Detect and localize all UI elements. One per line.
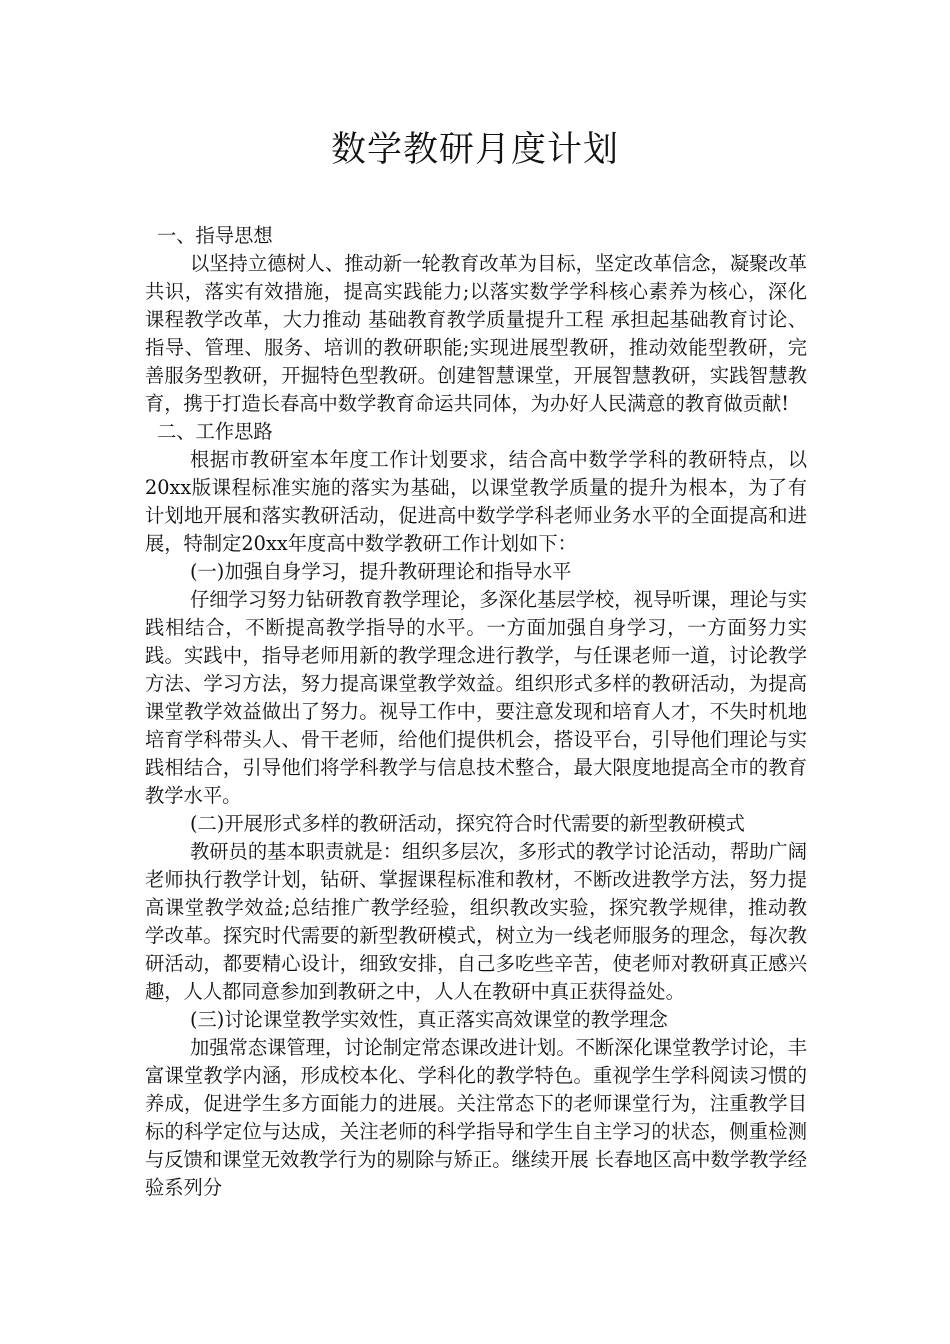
document-page xyxy=(145,0,807,1344)
document-body xyxy=(145,222,807,1202)
subsection-heading-2: (二)开展形式多样的教研活动，探究符合时代需要的新型教研模式 xyxy=(190,812,745,835)
section-heading-work-approach: 二、工作思路 xyxy=(157,420,273,443)
paragraph-subsection-1: 仔细学习努力钻研教育教学理论，多深化基层学校，视导听课，理论与实践相结合，不断提高教学指导的水平。一方面加强自身学习，一方面努力实践。实践中，指导老师用新的教学理念进行教学，与任课老师一道，讨论教学方法、学习方法，努力提高课堂教学效益。组织形式多样的教研活动，为提高课堂教学效益做出了努力。视导工作中，要注意发现和培育人才，不失时机地培育学科带头人、骨干老师，给他们提供机会，搭设平台，引导他们理论与实践相结合，引导他们将学科教学与信息技术整合，最大限度地提高全市的教育教学水平。 xyxy=(145,588,807,807)
subsection-heading-3: (三)讨论课堂教学实效性，真正落实高效课堂的教学理念 xyxy=(190,1008,668,1031)
subsection-heading-1: (一)加强自身学习，提升教研理论和指导水平 xyxy=(190,560,572,583)
paragraph-subsection-3: 加强常态课管理，讨论制定常态课改进计划。不断深化课堂教学讨论，丰富课堂教学内涵，形成校本化、学科化的教学特色。重视学生学科阅读习惯的养成，促进学生多方面能力的进展。关注常态下的老师课堂行为，注重教学目标的科学定位与达成，关注老师的科学指导和学生自主学习的状态，侧重检测与反馈和课堂无效教学行为的剔除与矫正。继续开展 长春地区高中数学教学经验系列分 xyxy=(145,1036,807,1199)
paragraph-work-approach: 根据市教研室本年度工作计划要求，结合高中数学学科的教研特点，以20xx版课程标准实施的落实为基础，以课堂教学质量的提升为根本，为了有计划地开展和落实教研活动，促进高中数学学科老师业务水平的全面提高和进展，特制定20xx年度高中数学教研工作计划如下： xyxy=(145,448,807,555)
section-heading-guiding-ideology: 一、指导思想 xyxy=(157,224,273,247)
paragraph-guiding-ideology: 以坚持立德树人、推动新一轮教育改革为目标，坚定改革信念，凝聚改革共识，落实有效措施，提高实践能力;以落实数学学科核心素养为核心，深化课程教学改革，大力推动 基础教育教学质量提升工程 承担起基础教育讨论、指导、管理、服务、培训的教研职能;实现进展型教研，推动效能型教研，完善服务型教研，开掘特色型教研。创建智慧课堂，开展智慧教研，实践智慧教育，携于打造长春高中数学教育命运共同体，为办好人民满意的教育做贡献! xyxy=(145,252,807,415)
paragraph-subsection-2: 教研员的基本职责就是：组织多层次，多形式的教学讨论活动，帮助广阔老师执行教学计划，钻研、掌握课程标准和教材，不断改进教学方法，努力提高课堂教学效益;总结推广教学经验，组织教改实验，探究教学规律，推动教学改革。探究时代需要的新型教研模式，树立为一线老师服务的理念，每次教研活动，都要精心设计，细致安排，自己多吃些辛苦，使老师对教研真正感兴趣，人人都同意参加到教研之中，人人在教研中真正获得益处。 xyxy=(145,840,807,1003)
document-title: 数学教研月度计划 xyxy=(330,130,619,170)
